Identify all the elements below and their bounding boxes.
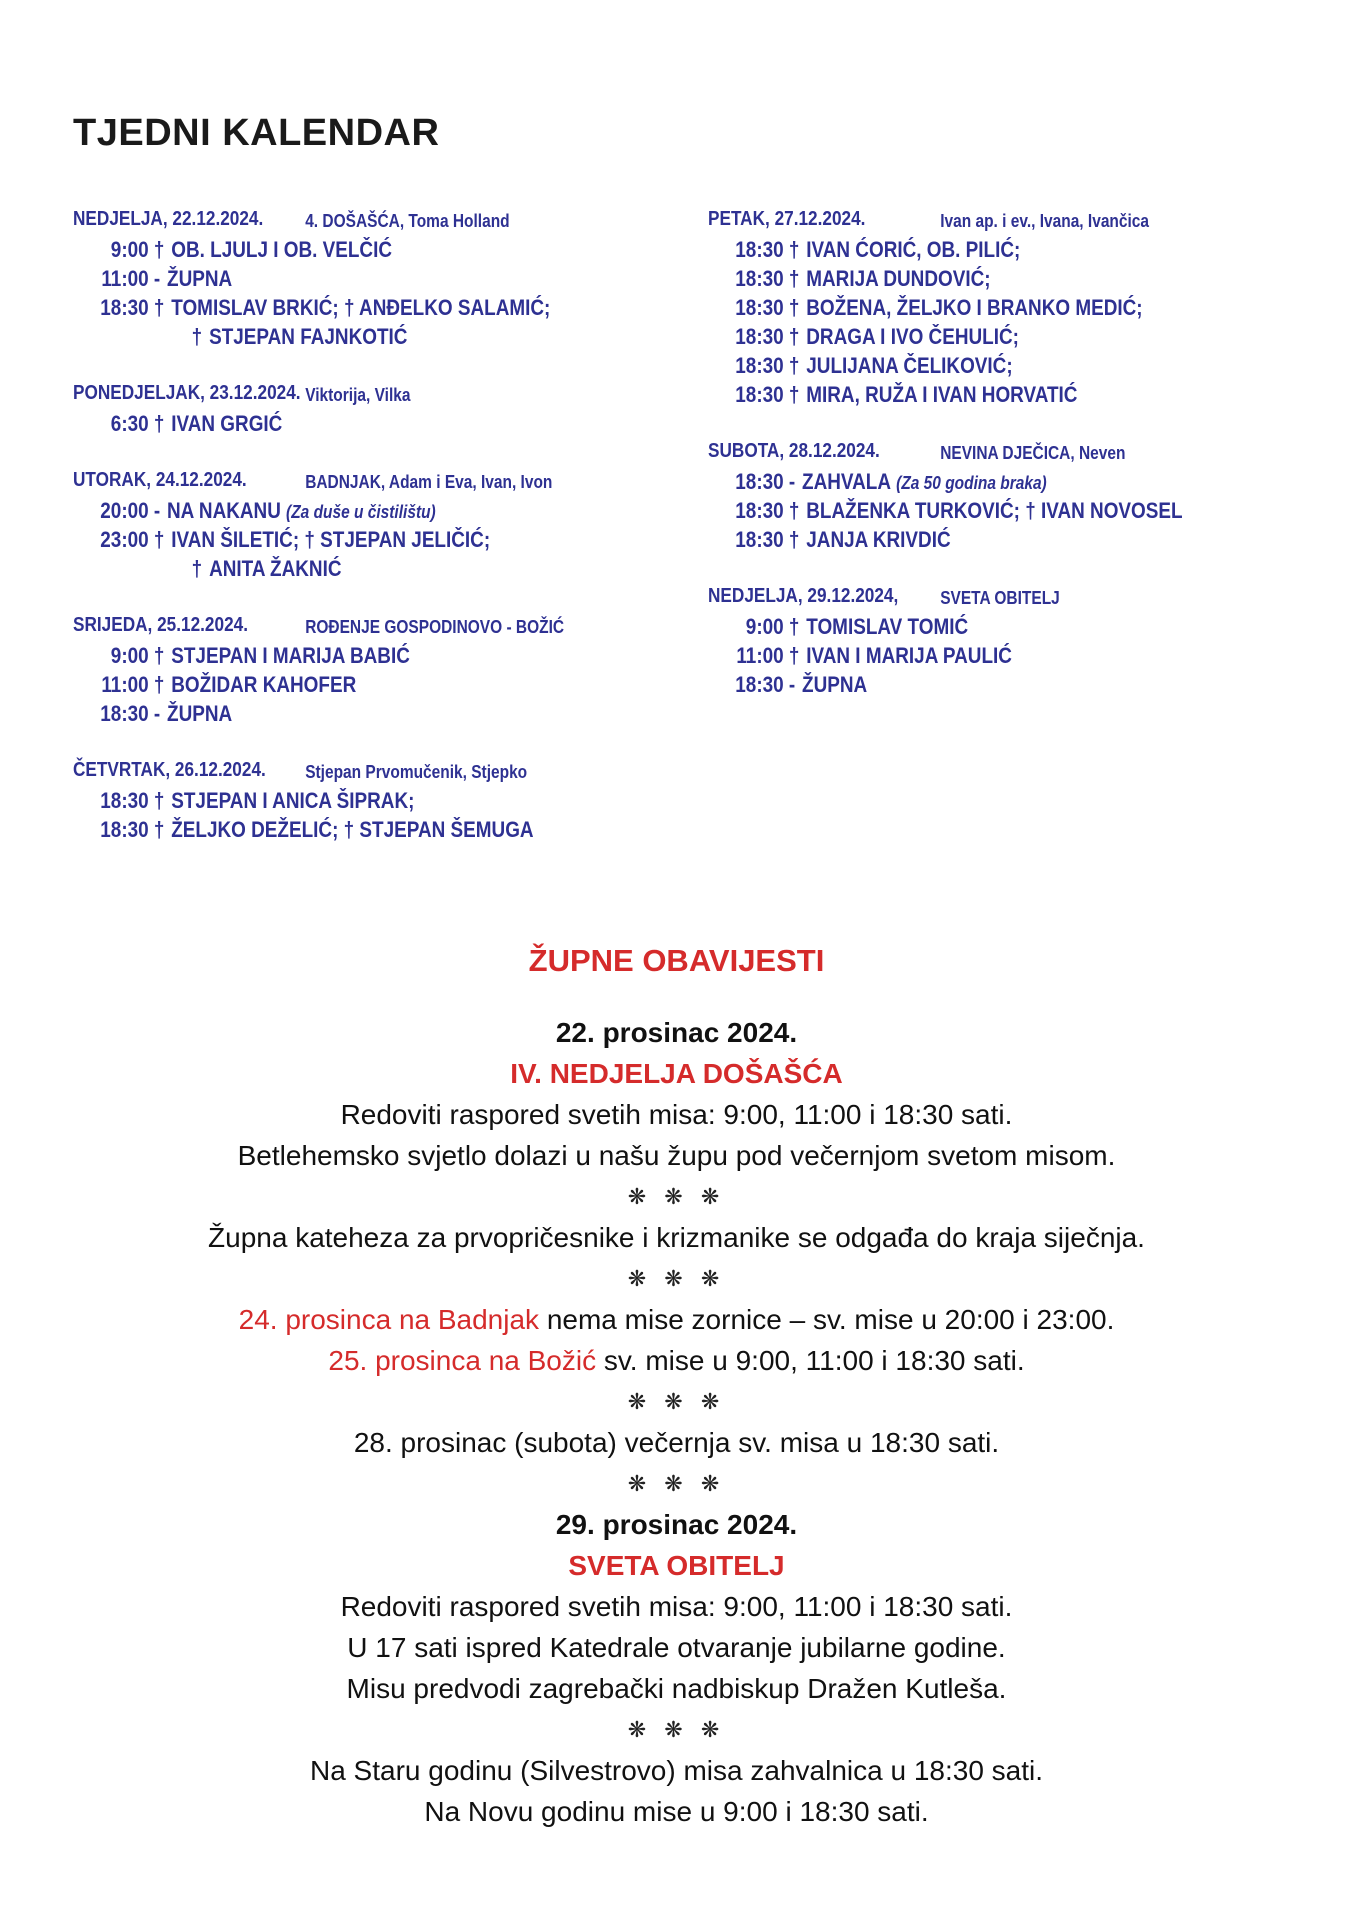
stars-divider: ❋ ❋ ❋ [627,1471,726,1496]
highlight-text: 25. prosinca na Božić [328,1345,597,1376]
calendar-title: TJEDNI KALENDAR [73,112,440,154]
mass-intention [708,237,1258,266]
mass-name: IVAN I MARIJA PAULIĆ [806,643,1012,668]
mass-time: 9:00 [110,643,149,668]
mass-name: JULIJANA ČELIKOVIĆ; [806,353,1013,378]
dagger-icon: † [153,295,165,320]
stars-divider: ❋ ❋ ❋ [627,1184,726,1209]
mass-intention [73,266,606,295]
calendar-column-right [708,208,1348,730]
dagger-icon: † [788,643,800,668]
dash-mark: - [153,498,161,523]
dagger-icon: † [788,295,800,320]
mass-time: 18:30 [735,237,784,262]
announcement-line [0,1340,1353,1381]
announcement-line: Župna kateheza za prvopričesnike i krizmanike se odgađa do kraja siječnja. [208,1222,1145,1253]
dagger-icon: † [153,672,165,697]
dash-mark: - [788,469,796,494]
mass-intention [73,672,606,701]
announcements-title: ŽUPNE OBAVIJESTI [528,943,825,978]
announcement-line: U 17 sati ispred Katedrale otvaranje jubilarne godine. [347,1632,1006,1663]
dash-mark: - [788,672,796,697]
day-date: NEDJELJA, 29.12.2024, [708,585,899,607]
announcement-text: sv. mise u 9:00, 11:00 i 18:30 sati. [596,1345,1025,1376]
day-header [708,585,1258,614]
mass-note: (Za duše u čistilištu) [286,502,436,522]
dagger-icon: † [788,614,800,639]
mass-intention [708,469,1258,498]
mass-time: 11:00 [101,672,149,697]
day-feast: Viktorija, Vilka [305,385,411,405]
day-feast: ROĐENJE GOSPODINOVO - BOŽIĆ [305,617,565,637]
mass-name: IVAN ŠILETIĆ; † STJEPAN JELIČIĆ; [171,527,491,552]
day-feast: NEVINA DJEČICA, Neven [940,443,1126,463]
mass-intention [708,353,1258,382]
day-date: ČETVRTAK, 26.12.2024. [73,759,266,781]
dash-mark: - [153,266,161,291]
mass-name: ŽUPNA [167,266,233,291]
mass-time: 11:00 [101,266,149,291]
mass-name: ANITA ŽAKNIĆ [209,556,342,581]
mass-intention [708,614,1258,643]
dash-mark: - [153,701,161,726]
announcement-line: Na Novu godinu mise u 9:00 i 18:30 sati. [424,1796,929,1827]
announcement-line [0,1299,1353,1340]
calendar-day [73,469,693,585]
announcement-date: 29. prosinac 2024. [555,1509,798,1540]
dagger-icon: † [788,382,800,407]
calendar-day [73,759,693,846]
day-date: PONEDJELJAK, 23.12.2024. [73,382,301,404]
mass-time: 18:30 [735,469,784,494]
dagger-icon: † [788,324,800,349]
day-feast: SVETA OBITELJ [940,588,1060,608]
mass-name: STJEPAN FAJNKOTIĆ [209,324,408,349]
day-header [73,614,606,643]
calendar-day [708,440,1348,556]
mass-name: TOMISLAV BRKIĆ; † ANĐELKO SALAMIĆ; [171,295,551,320]
dagger-icon: † [191,556,203,581]
mass-name: ŽUPNA [167,701,233,726]
day-header [73,382,606,411]
mass-time: 11:00 [736,643,784,668]
mass-name: MIRA, RUŽA I IVAN HORVATIĆ [806,382,1078,407]
stars-divider: ❋ ❋ ❋ [627,1717,726,1742]
day-header [708,440,1258,469]
dagger-icon: † [153,817,165,842]
mass-name: ŽELJKO DEŽELIĆ; † STJEPAN ŠEMUGA [171,817,534,842]
mass-time: 18:30 [735,672,784,697]
stars-divider: ❋ ❋ ❋ [627,1389,726,1414]
dagger-icon: † [788,237,800,262]
mass-intention [708,295,1258,324]
mass-time: 18:30 [735,324,784,349]
announcement-line: Misu predvodi zagrebački nadbiskup Dražen Kutleša. [346,1673,1007,1704]
day-date: SUBOTA, 28.12.2024. [708,440,880,462]
mass-time: 18:30 [735,382,784,407]
announcement-sunday-title: IV. NEDJELJA DOŠAŠĆA [510,1058,843,1089]
mass-name: IVAN GRGIĆ [171,411,283,436]
calendar-day [73,614,693,730]
calendar-day [708,585,1348,701]
day-date: UTORAK, 24.12.2024. [73,469,247,491]
mass-time: 9:00 [110,237,149,262]
dagger-icon: † [153,237,165,262]
day-header [708,208,1258,237]
day-header [73,469,606,498]
mass-time: 18:30 [735,527,784,552]
stars-divider: ❋ ❋ ❋ [627,1266,726,1291]
mass-time: 18:30 [735,498,784,523]
mass-intention [73,237,606,266]
mass-intention [73,788,606,817]
mass-name: TOMISLAV TOMIĆ [806,614,969,639]
day-feast: Ivan ap. i ev., Ivana, Ivančica [940,211,1150,231]
mass-time: 18:30 [100,788,149,813]
mass-intention [73,498,606,527]
mass-name: ZAHVALA [802,469,892,494]
mass-time: 18:30 [735,295,784,320]
mass-name: JANJA KRIVDIĆ [806,527,951,552]
day-header [73,759,606,788]
mass-time: 18:30 [735,353,784,378]
mass-name: OB. LJULJ I OB. VELČIĆ [171,237,393,262]
mass-intention [708,324,1258,353]
mass-time: 18:30 [735,266,784,291]
dagger-icon: † [788,527,800,552]
mass-intention [73,817,606,846]
mass-intention [73,295,606,324]
mass-intention [73,324,606,353]
dagger-icon: † [788,498,800,523]
mass-intention [708,498,1258,527]
day-feast: BADNJAK, Adam i Eva, Ivan, Ivon [305,472,553,492]
announcement-text: nema mise zornice – sv. mise u 20:00 i 23:00. [539,1304,1115,1335]
mass-note: (Za 50 godina braka) [896,473,1047,493]
day-date: NEDJELJA, 22.12.2024. [73,208,264,230]
mass-name: ŽUPNA [802,672,868,697]
mass-time: 18:30 [100,701,149,726]
day-header [73,208,606,237]
announcement-line: Na Staru godinu (Silvestrovo) misa zahvalnica u 18:30 sati. [309,1755,1044,1786]
mass-intention [73,701,606,730]
announcement-sunday-title: SVETA OBITELJ [568,1550,785,1581]
mass-time: 23:00 [100,527,149,552]
mass-intention [708,266,1258,295]
mass-name: BOŽENA, ŽELJKO I BRANKO MEDIĆ; [806,295,1143,320]
announcement-line: Redoviti raspored svetih misa: 9:00, 11:00 i 18:30 sati. [340,1099,1013,1130]
day-date: SRIJEDA, 25.12.2024. [73,614,248,636]
mass-intention [708,672,1258,701]
dagger-icon: † [153,411,165,436]
mass-name: BLAŽENKA TURKOVIĆ; † IVAN NOVOSEL [806,498,1183,523]
announcement-line: Betlehemsko svjetlo dolazi u našu župu pod večernjom svetom misom. [237,1140,1116,1171]
day-feast: Stjepan Prvomučenik, Stjepko [305,762,528,782]
mass-intention [73,556,606,585]
mass-time: 6:30 [110,411,149,436]
mass-intention [708,643,1258,672]
announcement-date: 22. prosinac 2024. [555,1017,798,1048]
mass-time: 18:30 [100,817,149,842]
announcement-line: Redoviti raspored svetih misa: 9:00, 11:00 i 18:30 sati. [340,1591,1013,1622]
mass-time: 20:00 [100,498,149,523]
mass-name: BOŽIDAR KAHOFER [171,672,357,697]
mass-name: NA NAKANU [167,498,281,523]
mass-name: STJEPAN I MARIJA BABIĆ [171,643,410,668]
mass-time: 18:30 [100,295,149,320]
calendar-day [73,382,693,440]
mass-intention [73,527,606,556]
day-date: PETAK, 27.12.2024. [708,208,866,230]
dagger-icon: † [153,527,165,552]
mass-time: 9:00 [745,614,784,639]
dagger-icon: † [788,353,800,378]
mass-intention [73,411,606,440]
mass-name: IVAN ĆORIĆ, OB. PILIĆ; [806,237,1021,262]
dagger-icon: † [153,788,165,813]
calendar-day [708,208,1348,411]
mass-name: DRAGA I IVO ČEHULIĆ; [806,324,1019,349]
dagger-icon: † [191,324,203,349]
mass-name: MARIJA DUNDOVIĆ; [806,266,991,291]
mass-intention [73,643,606,672]
parish-announcements [0,936,1353,1832]
calendar-column-left [73,208,693,875]
highlight-text: 24. prosinca na Badnjak [238,1304,540,1335]
announcement-line: 28. prosinac (subota) večernja sv. misa u 18:30 sati. [353,1427,1000,1458]
dagger-icon: † [153,643,165,668]
mass-intention [708,527,1258,556]
day-feast: 4. DOŠAŠĆA, Toma Holland [305,211,510,231]
mass-name: STJEPAN I ANICA ŠIPRAK; [171,788,415,813]
dagger-icon: † [788,266,800,291]
mass-intention [708,382,1258,411]
calendar-day [73,208,693,353]
